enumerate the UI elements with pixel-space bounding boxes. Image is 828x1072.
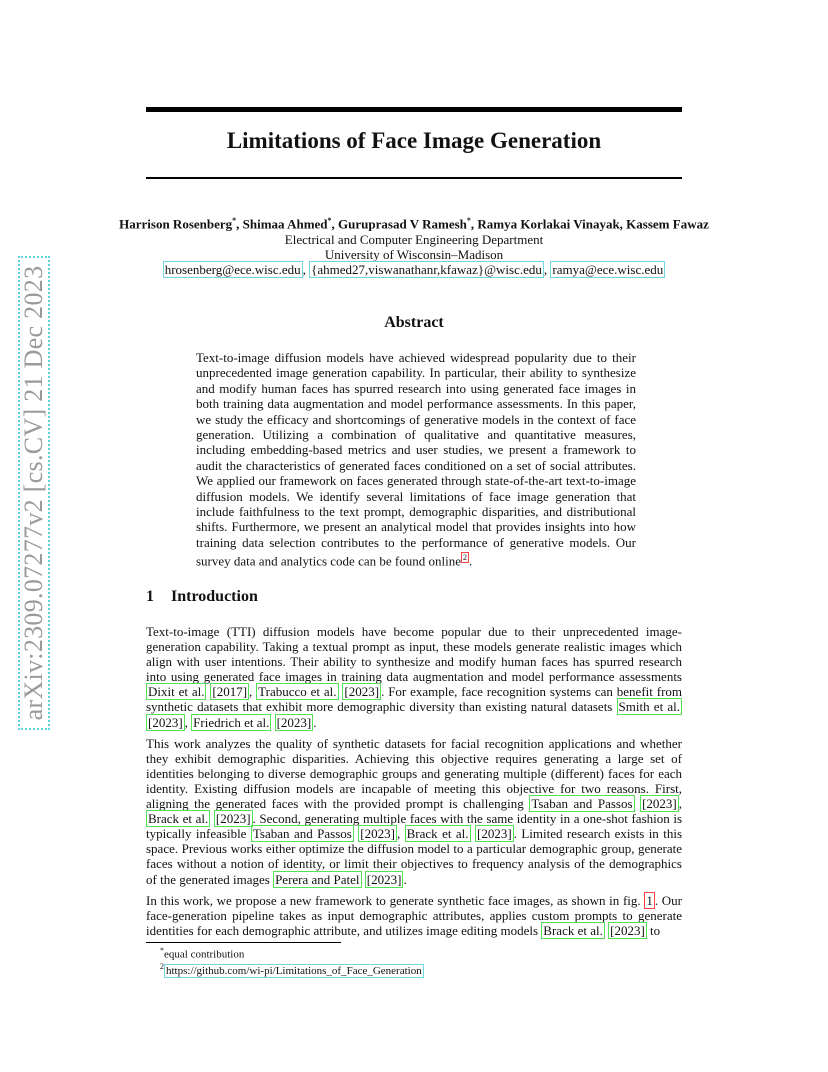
citation-link[interactable]: [2023] xyxy=(366,871,402,887)
abstract-heading: Abstract xyxy=(384,314,444,331)
section-heading xyxy=(146,588,258,606)
author-name: Harrison Rosenberg xyxy=(119,216,233,232)
citation-link[interactable]: Friedrich et al. xyxy=(193,714,270,730)
author-name: Ramya Korlakai Vinayak, Kassem Fawaz xyxy=(477,216,709,232)
email-line: hrosenberg@ece.wisc.edu , {ahmed27,viswanathanr,kfawaz}@wisc.edu , ramya@ece.wisc.edu xyxy=(164,262,664,277)
paragraph-text: . Limited research exists in this space. Previous works either optimize the diffusion model to a particular demographic group, generate faces without a notion of identity, or limit their objectives to frequency analysis of the demographics of the generated images xyxy=(146,826,683,887)
university: University of Wisconsin–Madison xyxy=(324,247,504,262)
footnote-text: equal contribution xyxy=(164,948,245,961)
citation-link[interactable]: Smith et al. xyxy=(618,699,680,715)
citation-link[interactable]: [2023] xyxy=(476,826,512,842)
section-number: 1 xyxy=(146,588,154,605)
citation-link[interactable]: Brack et al. xyxy=(543,922,603,938)
paragraph-text: . xyxy=(403,871,407,887)
paragraph-text: . Second, generating multiple faces with the same identity in a one-shot fashion is typically infeasible xyxy=(146,811,683,842)
paragraph: This work analyzes the quality of synthetic datasets for facial recognition applications and whether they exhibit demographic disparities. Achieving this objective requires generating a large set of identities belonging to diverse demographic groups and generating multiple (different) faces for each identity. Existing diffusion models are incapable of meeting this objective for two reasons. First, aligning the generated faces with the provided prompt is challenging Tsaban and Passos [2023] , Brack et al. [2023] . Second, generating multiple faces with the same identity in a one-shot fashion is typically infeasible Tsaban and Passos [2023] , Brack et al. [2023] . Limited research exists in this space. Previous works either optimize the diffusion model to a particular demographic group, generate faces without a notion of identity, or limit their objectives to frequency analysis of the demographics of the generated images Perera and Patel [2023] . xyxy=(146,735,683,887)
section-title: Introduction xyxy=(171,588,258,605)
author-list: Harrison Rosenberg*, Shimaa Ahmed*, Guruprasad V Ramesh*, Ramya Korlakai Vinayak, Kassem Fawaz xyxy=(119,216,709,232)
email-link[interactable]: {ahmed27,viswanathanr,kfawaz}@wisc.edu xyxy=(311,262,542,277)
citation-link[interactable]: Dixit et al. xyxy=(148,684,205,700)
footnote xyxy=(160,946,244,961)
citation-link[interactable]: Perera and Patel xyxy=(275,871,360,887)
title-top-rule xyxy=(146,107,682,112)
citation-link[interactable]: [2023] xyxy=(610,922,645,938)
footnote-mark: * xyxy=(160,946,164,955)
title-bottom-rule xyxy=(146,177,682,179)
paragraph-text: In this work, we propose a new framework to generate synthetic face images, as shown in fig. xyxy=(146,892,645,908)
equal-contribution-mark: * xyxy=(232,216,237,225)
email-link[interactable]: hrosenberg@ece.wisc.edu xyxy=(164,262,301,277)
paragraph-text: . Our face-generation pipeline takes as input demographic attributes, applies custom prompts to generate identities for each demographic attribute, and utilizes image editing models xyxy=(146,892,682,938)
paragraph-text: . xyxy=(313,714,317,730)
paragraph-text: Text-to-image (TTI) diffusion models have become popular due to their unprecedented image-generation capability. Taking a textual prompt as input, these models generate realistic images which align with user intentions. Their ability to synthesize and modify human faces has spurred research into using generated face images in training data augmentation and model performance assessments xyxy=(146,624,682,685)
author-name: Shimaa Ahmed xyxy=(242,216,328,232)
citation-link[interactable]: [2023] xyxy=(642,796,677,812)
citation-link[interactable]: Brack et al. xyxy=(148,811,209,827)
citation-link[interactable]: Tsaban and Passos xyxy=(252,826,352,842)
footnote-url-link[interactable]: https://github.com/wi-pi/Limitations_of_Face_Generation xyxy=(166,964,422,977)
author-name: Guruprasad V Ramesh xyxy=(338,216,467,232)
paragraph xyxy=(146,893,682,938)
arxiv-stamp-text: arXiv:2309.07277v2 [cs.CV] 21 Dec 2023 xyxy=(19,265,48,721)
email-link[interactable]: ramya@ece.wisc.edu xyxy=(552,262,664,277)
citation-link[interactable]: [2023] xyxy=(344,684,380,700)
equal-contribution-mark: * xyxy=(466,216,471,225)
department: Electrical and Computer Engineering Department xyxy=(284,232,544,247)
equal-contribution-mark: * xyxy=(327,216,332,225)
citation-link[interactable]: [2017] xyxy=(212,684,248,700)
paper-title: Limitations of Face Image Generation xyxy=(226,128,602,153)
footnote xyxy=(160,962,424,977)
citation-link[interactable]: Brack et al. xyxy=(406,826,469,842)
footnote-link[interactable]: 2 xyxy=(462,553,467,563)
abstract-body: Text-to-image diffusion models have achieved widespread popularity due to their unprecedented image generation capability. In particular, their ability to synthesize and modify human faces has spurred research into using generated face images in both training data augmentation and model performance assessments. In this paper, we study the efficacy and shortcomings of generative models in the context of face generation. Utilizing a combination of qualitative and quantitative measures, including embedding-based metrics and user studies, we present a framework to audit the characteristics of generated faces conditioned on a set of social attributes. We applied our framework on faces generated through state-of-the-art text-to-image diffusion models. We identify several limitations of face image generation that include faithfulness to the text prompt, demographic disparities, and distributional shifts. Furthermore, we present an analytical model that provides insights into how training data selection contributes to the performance of generative models. Our survey data and analytics code can be found online xyxy=(196,350,636,569)
paragraph-text: . For example, face recognition systems can benefit from synthetic datasets that exhibit more demographic diversity than existing natural datasets xyxy=(146,684,683,715)
citation-link[interactable]: [2023] xyxy=(276,714,312,730)
abstract-text xyxy=(196,350,636,569)
introduction-body xyxy=(146,624,682,944)
footnote-mark: 2 xyxy=(160,962,164,971)
abstract-end: . xyxy=(468,553,473,569)
paragraph-text: to xyxy=(646,922,661,938)
citation-link[interactable]: Trabucco et al. xyxy=(258,684,337,700)
arxiv-stamp xyxy=(14,250,54,736)
citation-link[interactable]: [2023] xyxy=(215,811,251,827)
paragraph: Text-to-image (TTI) diffusion models have become popular due to their unprecedented image-generation capability. Taking a textual prompt as input, these models generate realistic images which align with user intentions. Their ability to synthesize and modify human faces has spurred research into using generated face images in training data augmentation and model performance assessments Dixit et al. [2017] , Trabucco et al. [2023] . For example, face recognition systems can benefit from synthetic datasets that exhibit more demographic diversity than existing natural datasets Smith et al. [2023] , Friedrich et al. [2023] . xyxy=(146,624,683,730)
footnote-rule xyxy=(146,942,341,943)
paragraph-text: This work analyzes the quality of synthetic datasets for facial recognition applications and whether they exhibit demographic disparities. Achieving this objective requires generating a large set of identities belonging to diverse demographic groups and generating multiple (different) faces for each identity. Existing diffusion models are incapable of meeting this objective for two reasons. First, aligning the generated faces with the provided prompt is challenging xyxy=(146,735,682,812)
citation-link[interactable]: [2023] xyxy=(148,714,183,730)
citation-link[interactable]: [2023] xyxy=(360,826,395,842)
citation-link[interactable]: Tsaban and Passos xyxy=(531,796,633,812)
figure-link[interactable]: 1 xyxy=(646,892,653,908)
